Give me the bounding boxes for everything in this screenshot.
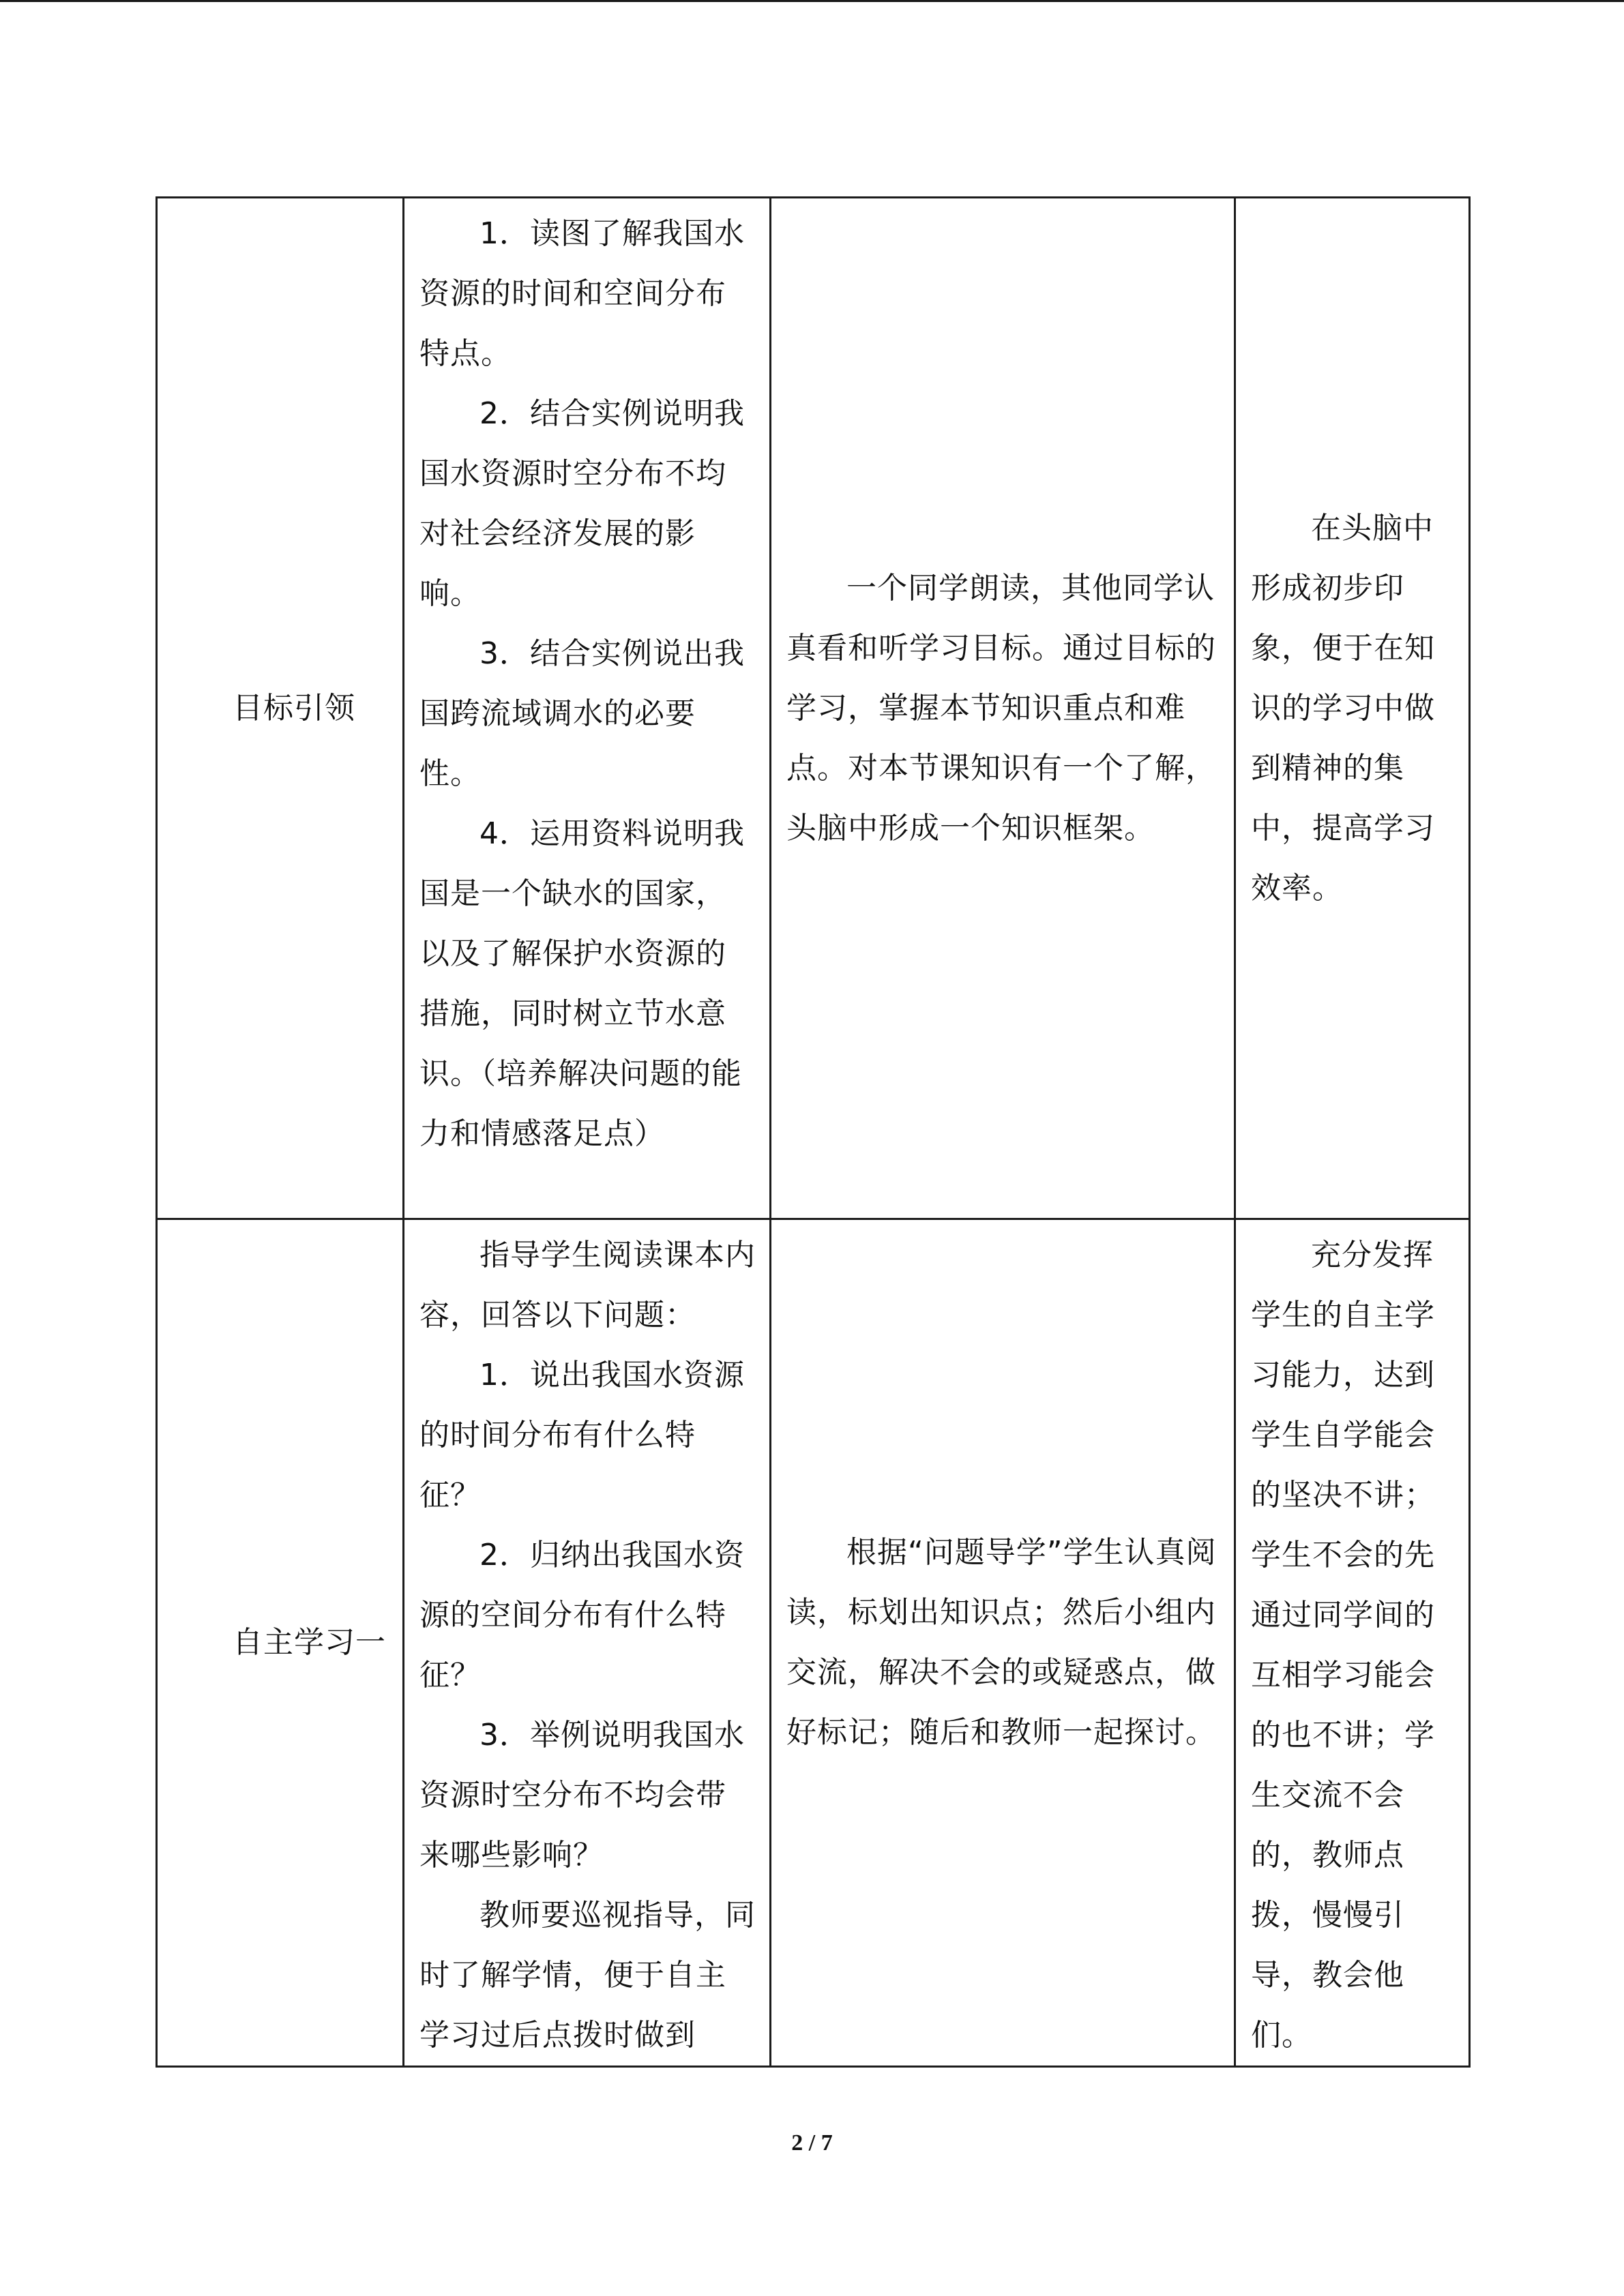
student-activity-text: 根据“问题导学”学生认真阅读，标划出知识点；然后小组内交流，解决不会的或疑惑点，做好标记；随后和教师一起探讨。: [786, 1535, 1217, 1750]
design-purpose-cell: [1235, 198, 1470, 1219]
objective-item: 2．结合实例说明我国水资源时空分布不均对社会经济发展的影响。: [419, 396, 745, 611]
student-activity-text: 一个同学朗读，其他同学认真看和听学习目标。通过目标的学习，掌握本节知识重点和难点。对本节课知识有一个了解，头脑中形成一个知识框架。: [786, 570, 1216, 846]
section-label-cell: [157, 198, 404, 1219]
student-activity-cell: [771, 1219, 1235, 2067]
design-purpose-text: 充分发挥学生的自主学习能力，达到学生自学能会的坚决不讲；学生不会的先通过同学间的互相学习能会的也不讲；学生交流不会的，教师点拨，慢慢引导，教会他们。: [1251, 1238, 1435, 2053]
design-purpose-cell: [1235, 1219, 1470, 2067]
objective-item: 1．读图了解我国水资源的时间和空间分布特点。: [419, 216, 745, 371]
section-label: 目标引领: [233, 690, 355, 726]
lesson-plan-table: [156, 196, 1471, 2068]
design-purpose-text: 在头脑中形成初步印象，便于在知识的学习中做到精神的集中，提高学习效率。: [1251, 510, 1435, 906]
teacher-instruction: 教师要巡视指导，同时了解学情，便于自主学习过后点拨时做到: [419, 1898, 756, 2053]
table-row: [157, 198, 1470, 1219]
teacher-instruction: 指导学生阅读课本内容，回答以下问题：: [419, 1238, 756, 1332]
question-item: 3．举例说明我国水资源时空分布不均会带来哪些影响？: [419, 1718, 745, 1873]
section-label: 自主学习一: [233, 1625, 386, 1660]
question-item: 1．说出我国水资源的时间分布有什么特征？: [419, 1358, 745, 1512]
student-activity-cell: [771, 198, 1235, 1219]
section-label-cell: [157, 1219, 404, 2067]
teacher-activity-cell: [404, 1219, 771, 2067]
teacher-activity-cell: [404, 198, 771, 1219]
table-row: [157, 1219, 1470, 2067]
objective-item: 3．结合实例说出我国跨流域调水的必要性。: [419, 636, 745, 791]
objective-item: 4．运用资料说明我国是一个缺水的国家，以及了解保护水资源的措施，同时树立节水意识。（培养解决问题的能力和情感落足点）: [419, 816, 745, 1151]
question-item: 2．归纳出我国水资源的空间分布有什么特征？: [419, 1538, 745, 1693]
top-border-line: [0, 0, 1624, 2]
page-number: 2 / 7: [791, 2130, 833, 2156]
